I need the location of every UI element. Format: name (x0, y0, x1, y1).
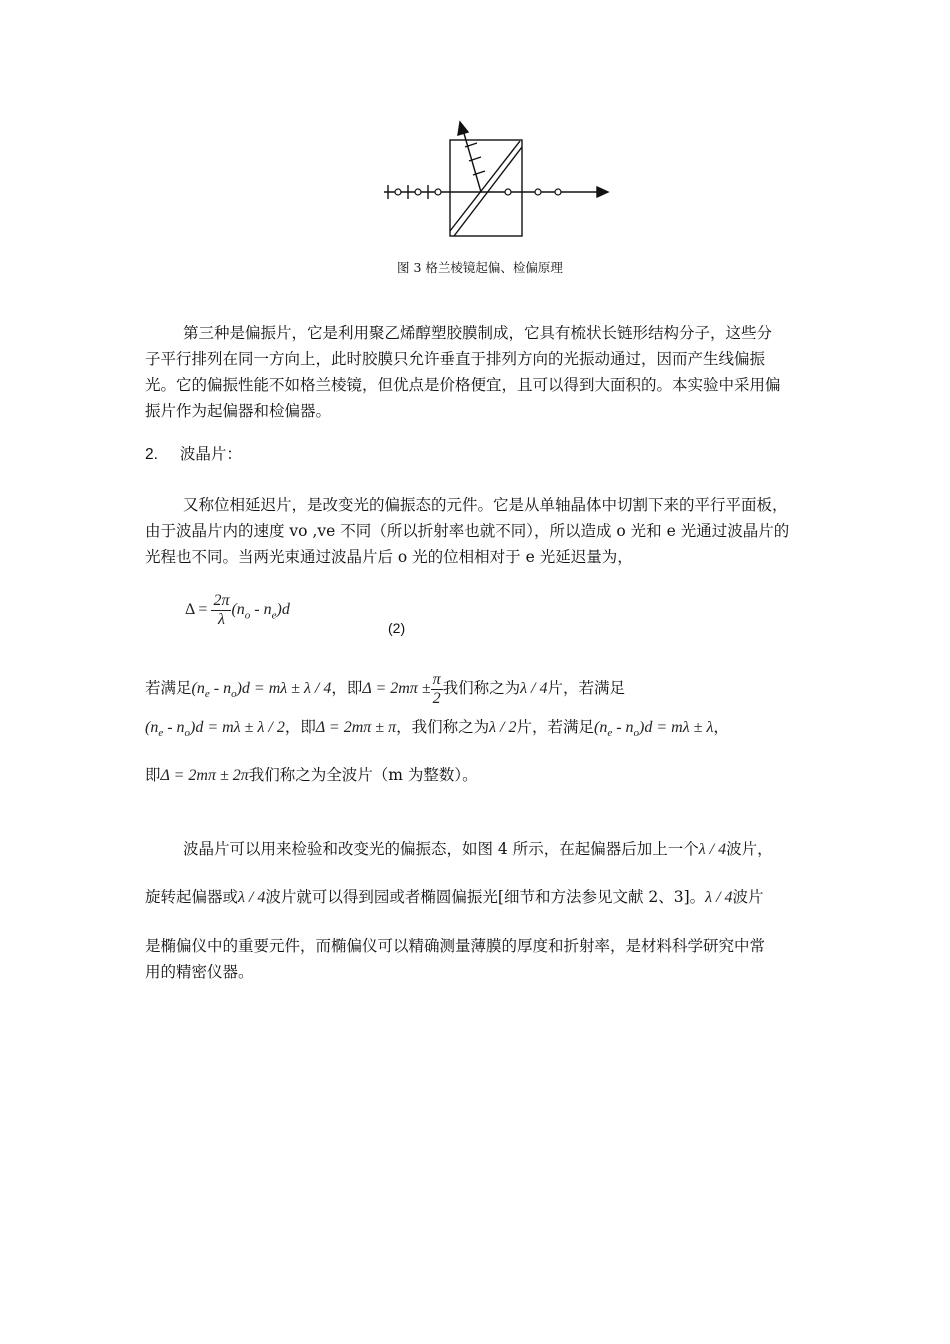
paragraph-wave-plate-intro (145, 492, 789, 570)
axis-arrowhead (597, 187, 608, 197)
equation-number: (2) (388, 620, 406, 636)
section-number: 2. (145, 446, 158, 463)
figure-caption: 图 3 格兰棱镜起偏、检偏原理 (397, 260, 563, 275)
glan-prism-diagram (370, 110, 620, 250)
paragraph-polarizer-sheet (145, 320, 781, 424)
section-heading-wave-plate (145, 441, 242, 468)
reflected-arrowhead (458, 122, 468, 135)
prism-diagonal-1 (450, 141, 520, 231)
para3-line-3: 是椭偏仪中的重要元件，而椭偏仪可以精确测量薄膜的厚度和折射率，是材料科学研究中常 (145, 937, 766, 955)
para3-line-4: 用的精密仪器。 (145, 963, 254, 981)
conditions-line-1: 若满足$(n_e - n_o)d = m\lambda \pm \lambda / 4$，即Δ = 2mπ ± $\frac{\pi}{2}$ 我们称之为λ / 4片，若满足 (145, 670, 626, 707)
para3-line-2: 旋转起偏器或λ / 4波片就可以得到园或者椭圆偏振光[细节和方法参见文献 2、3]。λ / 4波片 (145, 888, 764, 906)
prism-body (450, 140, 522, 236)
para1-line-1: 第三种是偏振片，它是利用聚乙烯醇塑胶膜制成，它具有梳状长链形结构分子，这些分 (183, 324, 773, 342)
equation-2: Δ = $\frac{2\pi}{\lambda}$ $(n_o - n_e)d$ (185, 592, 290, 628)
para2-line-3: 光程也不同。当两光束通过波晶片后 o 光的位相相对于 e 光延迟量为， (145, 548, 633, 566)
section-title: 波晶片： (179, 445, 242, 463)
para1-line-3: 光。它的偏振性能不如格兰棱镜，但优点是价格便宜，且可以得到大面积的。本实验中采用偏 (145, 376, 781, 394)
para3-line-1: 波晶片可以用来检验和改变光的偏振态，如图 4 所示，在起偏器后加上一个λ / 4波片， (183, 840, 773, 858)
conditions-line-3: 即Δ = 2mπ ± 2π我们称之为全波片（m 为整数）。 (145, 766, 478, 784)
para1-line-2: 子平行排列在同一方向上，此时胶膜只允许垂直于排列方向的光振动通过，因而产生线偏振 (145, 350, 766, 368)
para1-line-4: 振片作为起偏器和检偏器。 (145, 402, 332, 420)
para2-line-2: 由于波晶片内的速度 vo ,ve 不同（所以折射率也就不同），所以造成 o 光和 e 光通过波晶片的 (145, 522, 790, 540)
para2-line-1: 又称位相延迟片，是改变光的偏振态的元件。它是从单轴晶体中切割下来的平行平面板， (183, 496, 788, 514)
conditions-line-2: $(n_e - n_o)d = m\lambda \pm \lambda / 2$，即Δ = 2mπ ± π，我们称之为λ / 2片，若满足$(n_e - n_o)d = m\lambda \pm \lambda$， (145, 718, 729, 740)
